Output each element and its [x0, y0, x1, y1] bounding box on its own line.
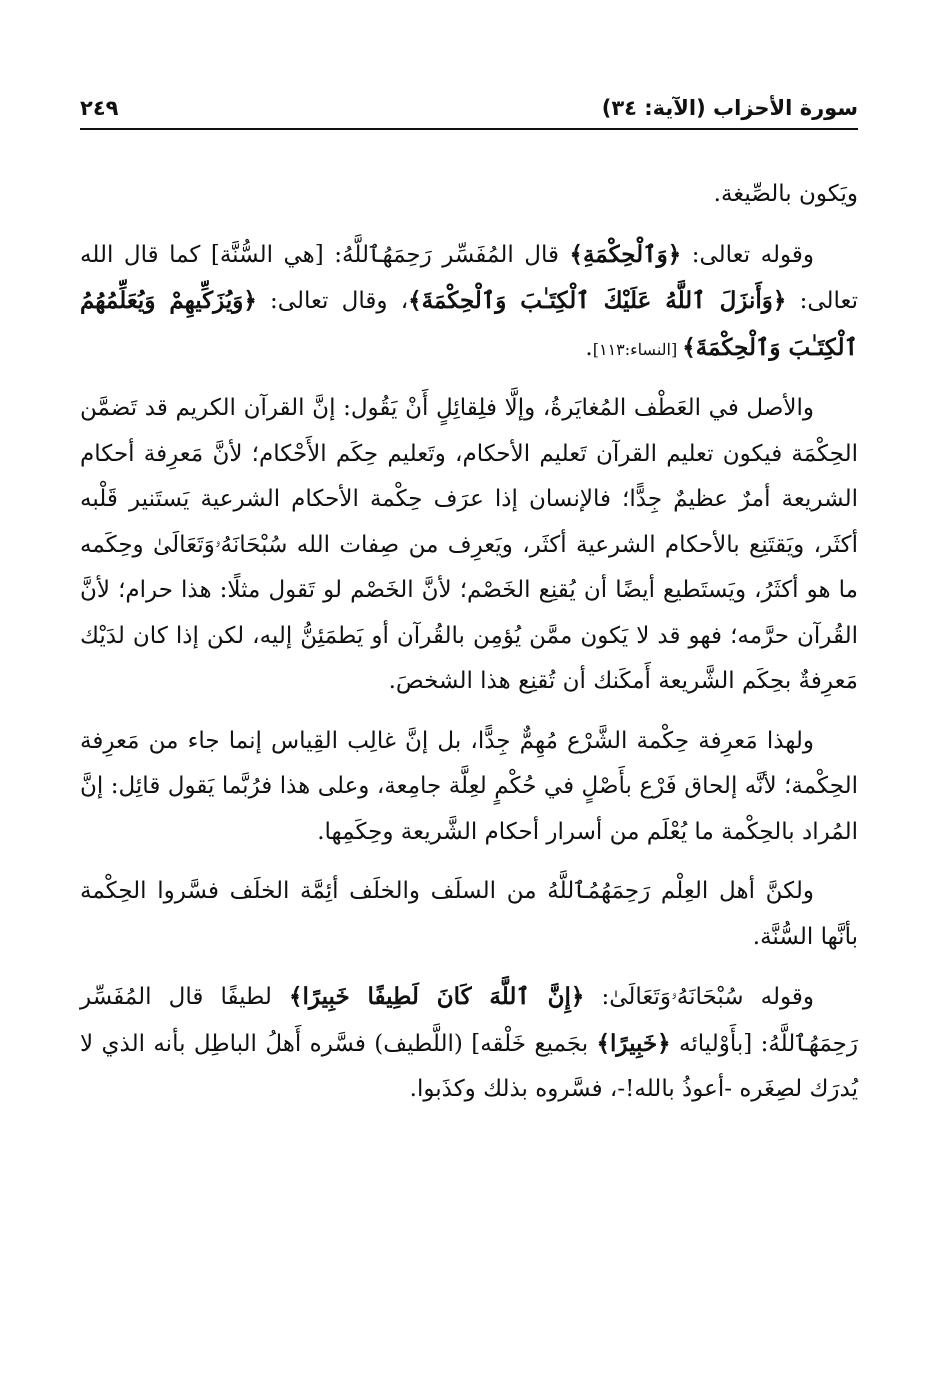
- paragraph-2: [80, 232, 858, 373]
- text-segment: ويَكون بالصِّيغة.: [713, 181, 858, 207]
- paragraph-1: [80, 172, 858, 218]
- text-segment: وقوله سُبْحَانَهُۥوَتَعَالَىٰ:: [584, 984, 814, 1010]
- header-divider: [80, 128, 858, 130]
- text-segment: بجَميع خَلْقه] (اللَّطيف) فسَّره أَهلُ الباطِل بأنه الذي لا يُدرَك لصِغَره -أعوذُ بالله!-، فسَّروه بذلك وكذَبوا.: [80, 1030, 858, 1102]
- text-segment: ، وقال تعالى:: [256, 288, 409, 314]
- body-text: [80, 172, 858, 1127]
- paragraph-3: [80, 386, 858, 705]
- quran-verse: ﴿وَيُزَكِّيهِمْ وَيُعَلِّمُهُمُ ٱلْكِتَـٰبَ وَٱلْحِكْمَةَ﴾: [80, 287, 858, 361]
- text-segment: .: [585, 334, 593, 361]
- quran-verse: ﴿وَأَنزَلَ ٱللَّهُ عَلَيْكَ ٱلْكِتَـٰبَ وَٱلْحِكْمَةَ﴾: [408, 287, 787, 314]
- verse-reference: [النساء:١١٣]: [592, 339, 683, 359]
- quran-verse: ﴿إِنَّ ٱللَّهَ كَانَ لَطِيفًا خَبِيرًا﴾: [289, 983, 585, 1010]
- paragraph-4: [80, 719, 858, 856]
- text-segment: ولهذا مَعرِفة حِكْمة الشَّرْع مُهِمٌّ جِدًّا، بل إنَّ غالِب القِياس إنما جاء من مَعرِفة الحِكْمة؛ لأنَّه إلحاق فَرْع بأَصْلٍ في حُكْمٍ لعِلَّة جامِعة، وعلى هذا فرُبَّما يَقول قائِل: إنَّ المُراد بالحِكْمة ما يُعْلَم من أسرار أحكام الشَّريعة وحِكَمِها.: [80, 727, 858, 845]
- paragraph-5: [80, 869, 858, 960]
- quran-verse: ﴿خَبِيرًا﴾: [596, 1029, 671, 1057]
- text-segment: والأصل في العَطْف المُغايَرةُ، وإلَّا فلِقائِلٍ أَنْ يَقُول: إنَّ القرآن الكريم قد تَضمَّن الحِكْمَة فيكون تعليم القرآن تَعليم الأحكام، وتَعليم حِكَم الأَحْكام؛ لأنَّ مَعرِفة أحكام الشريعة أمرٌ عظيمٌ جِدًّا؛ فالإنسان إذا عرَف حِكْمة الأحكام الشرعية يَستَنير قَلْبه أكثَر، ويَقتَنِع بالأحكام الشرعية أكثَر، ويَعرِف من صِفات الله سُبْحَانَهُۥوَتَعَالَىٰ وحِكَمه ما هو أكثَرُ، ويَستَطيع أيضًا أن يُقنِع الخَصْم؛ لأنَّ الخَصْم لو تَقول مثلًا: هذا حرام؛ لأنَّ القُرآن حرَّمه؛ فهو قد لا يَكون ممَّن يُؤمِن بالقُرآن أو يَطمَئِنُّ إليه، لكن إذا كان لدَيْك مَعرِفةٌ بحِكَم الشَّريعة أَمكَنك أن تُقنِع هذا الشخصَ.: [80, 395, 858, 694]
- text-segment: قال المُفَسِّر رَحِمَهُٱللَّهُ: [هي السُّنَّة] كما قال الله تعالى:: [80, 241, 859, 314]
- text-segment: لطيفًا قال المُفَسِّر رَحِمَهُٱللَّهُ: [بأَوْليائه: [80, 984, 858, 1057]
- page-header: [80, 93, 858, 127]
- page-number: ٢٤٩: [80, 96, 119, 120]
- text-segment: ولكنَّ أهل العِلْم رَحِمَهُمُٱللَّهُ من السلَف والخلَف أئِمَّة الخلَف فسَّروا الحِكْمة بأنَّها السُّنَّة.: [80, 878, 858, 950]
- quran-verse: ﴿وَٱلْحِكْمَةِ﴾: [569, 240, 682, 268]
- text-segment: وقوله تعالى:: [681, 241, 814, 268]
- running-title: سورة الأحزاب (الآية: ٣٤): [601, 96, 858, 120]
- paragraph-6: [80, 974, 858, 1113]
